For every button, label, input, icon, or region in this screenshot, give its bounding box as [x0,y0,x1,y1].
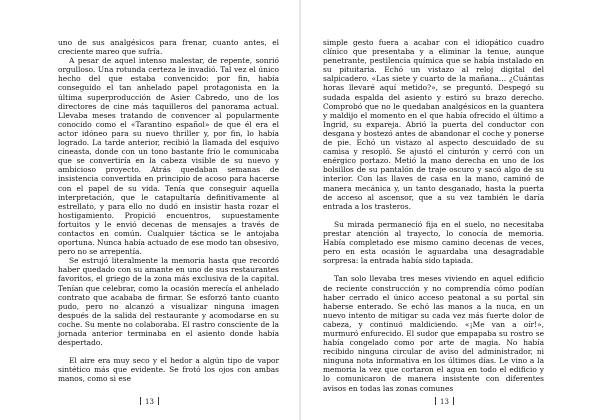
paragraph: Se estrujó literalmente la memoria hasta que recordó haber quedado con su amante en uno de sus restaurantes favoritos, el griego de la zona más exclusiva de la capital. Tenían que celebrar, como la ocasión merecía el anhelado contrato que acababa de firmar. Se esforzó tanto cuanto pudo, pero no alcanzó a visualizar ninguna imagen después de la salida del restaurante y acomodarse en su coche. Su mente no colaboraba. El rastro consciente de la jornada anterior terminaba en el asiento donde había despertado. [58,256,279,348]
right-page [300,0,600,420]
left-page-text [58,38,279,384]
folio-rule [140,397,141,405]
right-page-text [323,38,544,393]
paragraph: El aire era muy seco y el hedor a algún tipo de vapor sintético más que evidente. Se frotó los ojos con ambas manos, como si ese [58,356,279,384]
folio-rule [453,397,454,405]
paragraph: Tan solo llevaba tres meses viviendo en aquel edificio de reciente construcción y no comprendía cómo podían haber cerrado el único acceso peatonal a su portal sin haberse enterado. Se echó las manos a la nuca, en un nuevo intento de mitigar su cada vez más fuerte dolor de cabeza, y continuó maldiciendo. «¡Me van a oír!», murmuró enfurecido. El sudor que empapaba su rostro se había congelado como por arte de magia. No había recibido ninguna circular de aviso del administrador, ni ninguna nota informativa en los últimos días. Le vino a la memoria la vez que cortaron el agua en todo el edificio y lo comunicaron de manera insistente con diferentes avisos en todas las zonas comunes [323,274,544,393]
folio-rule [158,397,159,405]
paragraph: A pesar de aquel intenso malestar, de repente, sonrió orgulloso. Una rotunda certeza le invadió. Tal vez el único hecho del que estaba convencido: por fin, había conseguido el tan anhelado papel protagonista en la última superproducción de Asier Cabredo, uno de los directores de cine más taquilleros del panorama actual. Llevaba meses tratando de convencer al popularmente conocido como el «Tarantino español» de que él era el actor idóneo para su nuevo thriller y, por fin, lo había logrado. La tarde anterior, recibió la llamada del esquivo cineasta, donde con un tono bastante frío le comunicaba que se convertiría en la cabeza visible de su nuevo y ambicioso proyecto. Atrás quedaban semanas de insistencia convertida en principio de acoso para hacerse con el papel de su vida. Tenía que conseguir aquella interpretación, que le catapultaría definitivamente al estrellato, y para ello no dudó en insistir hasta rozar el hostigamiento. Propició encuentros, supuestamente fortuitos y le envió decenas de mensajes a través de contactos en común. Cualquier táctica se le antojaba oportuna. Nunca había actuado de ese modo tan obsesivo, pero no se arrepentía. [58,56,279,257]
paragraph: Su mirada permaneció fija en el suelo, no necesitaba prestar atención al trayecto, lo conocía de memoria. Había completado ese mismo camino decenas de veces, pero en esta ocasión le aguardaba una desagradable sorpresa: la entrada había sido tapiada. [323,219,544,266]
paragraph: simple gesto fuera a acabar con el idiopático cuadro clínico que presentaba y a eliminar la tenue, aunque penetrante, pestilencia química que se había instalado en su pituitaria. Echó un vistazo al reloj digital del salpicadero. «Las siete y cuarto de la mañana… ¿Cuántas horas llevaré aquí metido?», se preguntó. Despegó su sudada espalda del asiento y estiró su brazo derecho. Comprobó que no le quedaban analgésicos en la guantera y maldijo el momento en el que había ofrecido el último a Ingrid, su expareja. Abrió la puerta del conductor con desgana y bostezó antes de abandonar el coche y ponerse de pie. Echó un vistazo al aspecto descuidado de su camisa y resopló. Se ajustó el cinturón y cerró con un enérgico portazo. Metió la mano derecha en uno de los bolsillos de su pantalón de traje oscuro y sacó algo de su interior. Con las llaves de casa en la mano, caminó de manera mecánica y, un tanto desganado, hasta la puerta de acceso al ascensor, que a su vez también le daría entrada a los trasteros. [323,38,544,211]
page-number [136,397,163,406]
page-number-value: 13 [440,398,449,406]
page-number-value: 13 [145,398,154,406]
paragraph: uno de sus analgésicos para frenar, cuanto antes, el creciente mareo que sufría. [58,38,279,57]
page-number [431,397,458,406]
folio-rule [435,397,436,405]
